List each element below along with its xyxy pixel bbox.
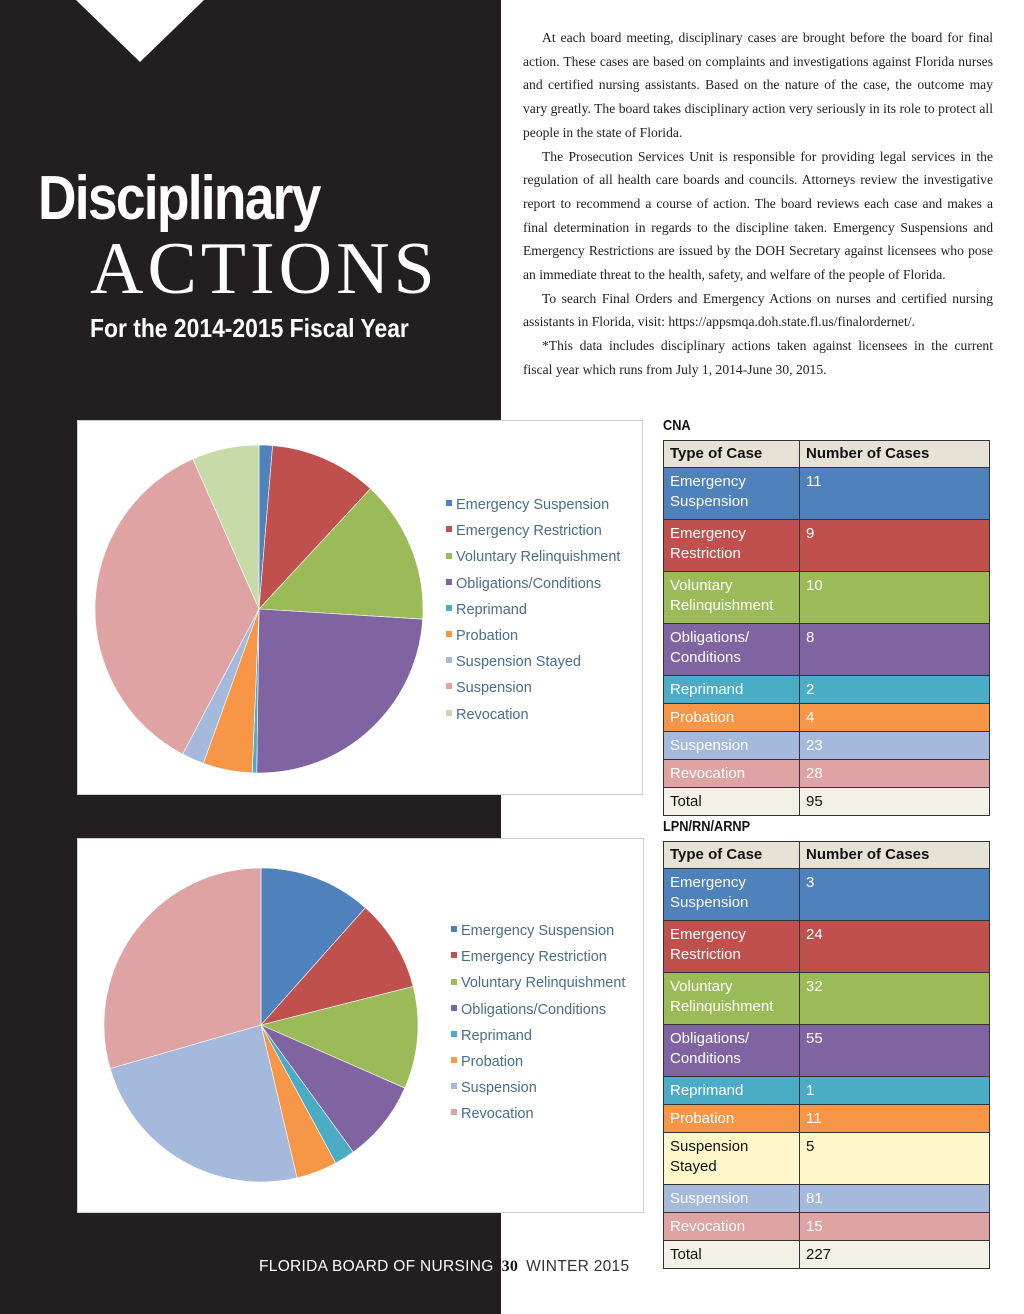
cna-table [663,440,990,816]
case-type-cell: Emergency Restriction [664,520,800,572]
table-header-row [664,842,990,869]
legend-swatch [451,1057,457,1063]
case-count-cell: 8 [800,624,990,676]
legend-swatch [451,1005,457,1011]
table-row [664,788,990,816]
case-type-cell: Voluntary Relinquishment [664,973,800,1025]
table-row [664,1241,990,1269]
case-type-cell: Voluntary Relinquishment [664,572,800,624]
table-row [664,869,990,921]
case-type-cell: Emergency Suspension [664,869,800,921]
table-row [664,676,990,704]
table-row [664,732,990,760]
legend-item [451,1075,625,1101]
legend-label: Probation [456,627,519,644]
legend-label: Emergency Restriction [461,949,607,966]
legend-item [446,518,620,544]
case-count-cell: 2 [800,676,990,704]
footer-org: FLORIDA BOARD OF NURSING [259,1258,494,1275]
legend-swatch [446,579,452,585]
legend-swatch [446,710,452,716]
table-row [664,1133,990,1185]
case-count-cell: 15 [800,1213,990,1241]
case-type-cell: Probation [664,1105,800,1133]
legend-item [446,623,620,649]
page-title-line1: Disciplinary [38,164,320,233]
legend-label: Emergency Suspension [456,497,610,513]
case-count-cell: 227 [800,1241,990,1269]
legend-swatch [451,1109,457,1115]
table-row [664,760,990,788]
case-count-cell: 4 [800,704,990,732]
legend-label: Revocation [461,1106,534,1123]
legend-item [451,997,625,1023]
paragraph-board-meetings: At each board meeting, disciplinary cases are brought before the board for final action. These cases are based on complaints and investigations against Florida nurses and certified nursing assistants. Based on the nature of the case, the outcome may vary greatly. The board takes disciplinary action very seriously in its role to protect all people in the state of Florida. [523,30,993,140]
page-subtitle: For the 2014-2015 Fiscal Year [90,313,409,343]
case-count-cell: 81 [800,1185,990,1213]
table-row [664,1185,990,1213]
table-row [664,921,990,973]
legend-swatch [446,526,452,532]
legend-swatch [451,979,457,985]
case-count-cell: 32 [800,973,990,1025]
page-footer [259,1258,629,1276]
page-title-line2: ACTIONS [90,228,439,310]
footer-issue: WINTER 2015 [526,1258,630,1275]
case-count-cell: 11 [800,468,990,520]
legend-label: Emergency Restriction [456,523,602,540]
corner-triangle-decoration [76,0,204,62]
table-row [664,572,990,624]
legend-item [446,702,620,728]
legend-label: Voluntary Relinquishment [456,549,621,566]
legend-label: Revocation [456,706,529,723]
paragraph-data-note: *This data includes disciplinary actions taken against licensees in the current fiscal year which runs from July 1, 2014-June 30, 2015. [523,338,993,377]
legend-item [446,492,620,518]
legend-swatch [446,657,452,663]
case-count-cell: 24 [800,921,990,973]
legend-item [451,1101,625,1127]
pie-slice [257,609,423,773]
case-type-cell: Revocation [664,1213,800,1241]
legend-item [451,1023,625,1049]
pie-chart-1 [77,420,643,795]
legend-swatch [451,1083,457,1089]
column-header-type: Type of Case [664,441,800,468]
legend-label: Suspension Stayed [456,654,581,671]
legend-item [451,918,625,944]
table-row [664,1025,990,1077]
legend-swatch [446,631,452,637]
case-count-cell: 9 [800,520,990,572]
paragraph-prosecution-unit: The Prosecution Services Unit is responsible for providing legal services in the regulation of all health care boards and councils. Attorneys review the investigative report to recommend a course of action. The board reviews each case and makes a final determination in regards to the discipline taken. Emergency Suspensions and Emergency Restrictions are issued by the DOH Secretary against licensees who pose an immediate threat to the health, safety, and welfare of the people of Florida. [523,148,993,283]
column-header-type: Type of Case [664,842,800,869]
legend-label: Obligations/Conditions [456,575,602,592]
case-type-cell: Probation [664,704,800,732]
legend-item [446,675,620,701]
case-type-cell: Obligations/ Conditions [664,1025,800,1077]
legend-item [446,571,620,597]
table-row [664,704,990,732]
case-count-cell: 3 [800,869,990,921]
page-number: 30 [501,1258,519,1275]
legend-swatch [446,605,452,611]
case-count-cell: 55 [800,1025,990,1077]
legend-item [446,597,620,623]
case-type-cell: Emergency Restriction [664,921,800,973]
case-type-cell: Total [664,1241,800,1269]
case-type-cell: Suspension [664,1185,800,1213]
case-count-cell: 28 [800,760,990,788]
pie-chart-1-legend [446,492,620,728]
table-row [664,1213,990,1241]
legend-swatch [446,553,452,559]
column-header-count: Number of Cases [800,842,990,869]
case-type-cell: Reprimand [664,676,800,704]
case-type-cell: Total [664,788,800,816]
pie-chart-2 [77,838,644,1213]
article-body [523,26,993,382]
case-count-cell: 5 [800,1133,990,1185]
column-header-count: Number of Cases [800,441,990,468]
table-header-row [664,441,990,468]
paragraph-search-info: To search Final Orders and Emergency Actions on nurses and certified nursing assistants in Florida, visit: https://appsmqa.doh.state.fl.us/finalordernet/. [523,290,993,330]
legend-item [451,1049,625,1075]
legend-swatch [451,1031,457,1037]
case-type-cell: Revocation [664,760,800,788]
case-type-cell: Obligations/ Conditions [664,624,800,676]
legend-item [451,970,625,996]
case-type-cell: Suspension [664,732,800,760]
case-count-cell: 1 [800,1077,990,1105]
table-row [664,468,990,520]
legend-label: Reprimand [456,601,527,618]
legend-swatch [451,952,457,958]
table-row [664,624,990,676]
table-row [664,520,990,572]
case-type-cell: Suspension Stayed [664,1133,800,1185]
lpn-table-heading: LPN/RN/ARNP [663,818,751,835]
legend-label: Emergency Suspension [461,923,615,939]
pie-chart-2-legend [451,918,625,1128]
case-count-cell: 23 [800,732,990,760]
legend-swatch [446,683,452,689]
case-count-cell: 11 [800,1105,990,1133]
case-type-cell: Emergency Suspension [664,468,800,520]
legend-swatch [451,926,457,932]
table-row [664,1105,990,1133]
legend-label: Probation [461,1053,524,1070]
legend-item [446,544,620,570]
legend-item [446,649,620,675]
legend-label: Suspension [461,1080,537,1097]
case-count-cell: 95 [800,788,990,816]
legend-label: Voluntary Relinquishment [461,975,626,992]
legend-label: Obligations/Conditions [461,1001,607,1018]
cna-table-heading: CNA [663,417,691,434]
lpn-table [663,841,990,1269]
legend-swatch [446,500,452,506]
case-type-cell: Reprimand [664,1077,800,1105]
case-count-cell: 10 [800,572,990,624]
table-row [664,1077,990,1105]
legend-item [451,944,625,970]
table-row [664,973,990,1025]
legend-label: Reprimand [461,1027,532,1044]
legend-label: Suspension [456,680,532,697]
